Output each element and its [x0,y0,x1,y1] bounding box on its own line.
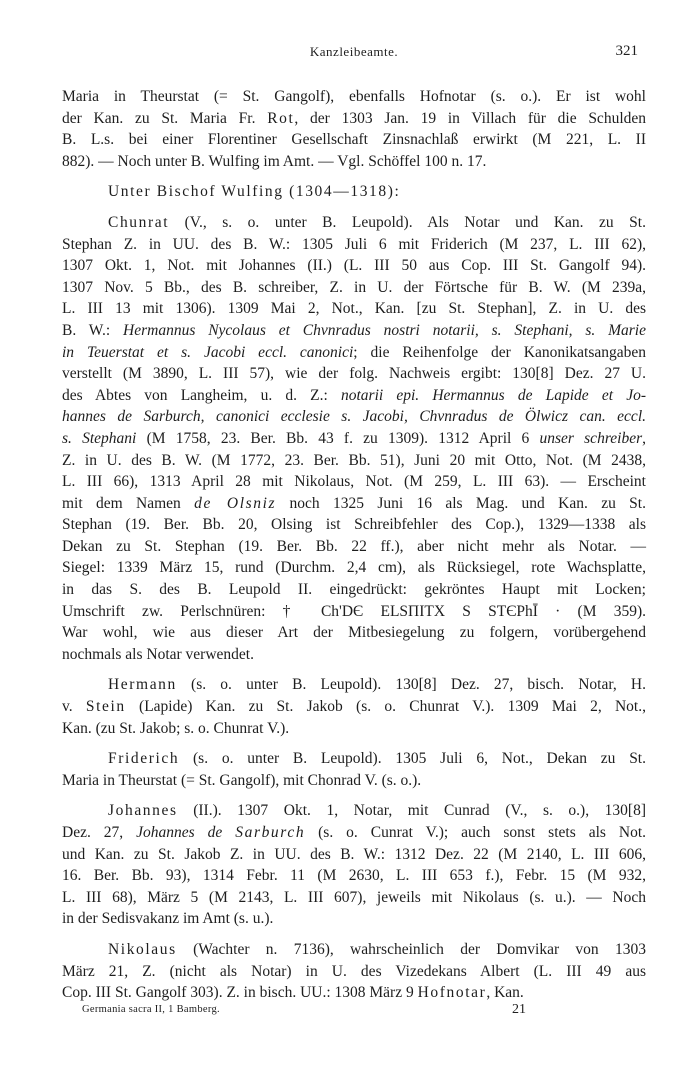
text-line [62,385,646,407]
text-line [62,406,646,428]
spaced-name: Unter Bischof Wulfing (1304—1318): [108,183,401,201]
italic-quote: Johannes de [136,824,236,841]
text-run: des Abtes von Langheim, u. d. Z.: [62,386,341,404]
text-line [62,887,646,909]
paragraph [62,939,646,1004]
italic-quote: unser schreiber [539,429,643,447]
text-run: 16. Ber. Bb. 93), 1314 Febr. 11 (M 2630, L. III 653 f.), Febr. 15 (M 932, [62,867,646,885]
text-line [62,770,646,792]
text-line [62,108,646,130]
text-line [62,844,646,866]
text-run: L. III 66), 1313 April 28 mit Nikolaus, Not. (M 259, L. III 63). — Erscheint [62,473,646,491]
text-run: in das S. des B. Leupold II. eingedrückt: gekröntes Haupt mit Locken; [62,581,646,599]
text-run: und Kan. zu St. Jakob Z. in UU. des B. W.: 1312 Dez. 22 (M 2140, L. III 606, [62,845,646,863]
text-line [62,428,646,450]
italic-quote: notarii epi. Hermannus de Lapide et Jo- [341,386,646,404]
running-title: Kanzleibeamte. [309,44,399,59]
paragraph [62,86,646,172]
text-run: der Kan. zu St. Maria Fr. [62,109,268,127]
text-line [62,514,646,536]
text-line [62,450,646,472]
paragraph [62,748,646,791]
text-line [62,939,646,961]
text-run: (s. o. Cunrat V.); auch sonst stets als Not. [305,824,647,841]
text-line [62,493,646,515]
text-run: Z. in U. des B. W. (M 1772, 23. Ber. Bb. 51), Juni 20 mit Otto, Not. (M 2438, [62,451,646,469]
text-run: (M 1758, 23. Ber. Bb. 43 f. zu 1309). 1312 April 6 [136,429,540,447]
spaced-name: Friderich [108,750,180,768]
italic-quote: s. Stephani [62,429,137,447]
text-run: B. W.: [62,321,124,339]
page-body [62,86,646,1013]
text-run: , Kan. [486,984,524,1002]
text-run: (V., s. o. unter B. Leupold). Als Notar und Kan. zu St. [169,213,646,231]
text-line [62,718,646,740]
italic-quote: Hermannus Nycolaus et Chvnradus nostri notarii, s. Stephani, s. Marie [123,321,646,339]
text-line [62,908,646,930]
text-line [62,255,646,277]
printer-signature: Germania sacra II, 1 Bamberg. [82,1004,220,1015]
text-run: v. [62,698,86,716]
text-run: nochmals als Notar verwendet. [62,645,254,663]
text-run: Umschrift zw. Perlschnüren: † Ch'DЄ ELSΠITΧ S STЄPhĪ · (M 359). [62,602,646,620]
text-line [62,342,646,364]
text-line [62,557,646,579]
text-line [62,151,646,173]
text-run: , der 1303 Jan. 19 in Villach für die Schulden [294,109,647,127]
text-run: Maria in Theurstat (= St. Gangolf), mit Chonrad V. (s. o.). [62,771,422,789]
spaced-name: Chunrat [108,213,170,231]
text-run: War wohl, wie aus dieser Art der Mitbesiegelung zu folgern, vorübergehend [62,624,646,642]
paragraph [62,212,646,665]
text-line [62,982,646,1004]
page-number: 321 [615,43,638,59]
text-line [62,601,646,623]
text-run: März 21, Z. (nicht als Notar) in U. des Vizedekans Albert (L. III 49 aus [62,962,646,980]
text-run: L. III 68), März 5 (M 2143, L. III 607), jeweils mit Nikolaus (s. u.). — Noch [62,888,646,906]
text-run: noch 1325 Juni 16 als Mag. und Kan. zu St. [276,494,646,512]
sheet-number: 21 [512,1002,526,1017]
text-run: in der Sedisvakanz im Amt (s. u.). [62,910,274,928]
text-line [62,579,646,601]
text-line [62,696,646,718]
spaced-name: Stein [85,698,126,716]
text-line [62,961,646,983]
text-run: Dekan zu St. Stephan (19. Ber. Bb. 22 ff.), aber nicht mehr als Notar. — [62,537,646,555]
paragraph [62,181,646,203]
text-run: B. L.s. bei einer Florentiner Gesellschaft Zinsnachlaß erwirkt (M 221, L. II [62,131,646,149]
text-run: (s. o. unter B. Leupold). 130[8] Dez. 27, bisch. Notar, H. [176,676,646,694]
text-line [62,644,646,666]
paragraph [62,674,646,739]
paragraph [62,800,646,930]
text-run: 1307 Okt. 1, Not. mit Johannes (II.) (L. III 50 aus Cop. III St. Gangolf 94). [62,257,646,275]
text-run: 882). — Noch unter B. Wulfing im Amt. — Vgl. Schöffel 100 n. 17. [62,152,487,170]
text-line [62,800,646,822]
text-line [62,181,646,203]
text-line [62,320,646,342]
spaced-name: Nikolaus [108,940,177,958]
italic-quote: hannes de Sarburch, canonici ecclesie s. Jacobi, Chvnradus de Ölwicz can. eccl. [62,408,646,426]
text-line [62,298,646,320]
text-line [62,129,646,151]
text-line [62,277,646,299]
text-line [62,622,646,644]
text-run: Stephan Z. in UU. des B. W.: 1305 Juli 6 mit Friderich (M 237, L. III 62), [62,235,646,253]
text-run: Maria in Theurstat (= St. Gangolf), ebenfalls Hofnotar (s. o.). Er ist wohl [62,88,646,105]
spaced-name: Hermann [108,676,177,694]
text-line [62,363,646,385]
text-run: Cop. III St. Gangolf 303). Z. in bisch. UU.: 1308 März 9 [62,984,418,1002]
text-line [62,234,646,256]
text-run: Stephan (19. Ber. Bb. 20, Olsing ist Schreibfehler des Cop.), 1329—1338 als [62,516,646,534]
text-run: mit dem Namen [62,494,195,512]
text-run: 1307 Nov. 5 Bb., des B. schreiber, Z. in U. der Förtsche für B. W. (M 239a, [62,278,646,296]
page-footer [82,1002,552,1020]
text-run: , [642,429,646,447]
text-run: L. III 13 mit 1306). 1309 Mai 2, Not., Kan. [zu St. Stephan], Z. in U. des [62,300,646,318]
text-run: (s. o. unter B. Leupold). 1305 Juli 6, Not., Dekan zu St. [179,750,646,768]
text-line [62,748,646,770]
text-line [62,86,646,108]
text-line [62,212,646,234]
page-header [62,44,646,66]
text-line [62,536,646,558]
italic-quote: in Teuerstat et s. Jacobi eccl. canonici [62,343,354,361]
text-line [62,865,646,887]
text-run: verstellt (M 3890, L. III 57), wie der folg. Nachweis ergibt: 130[8] Dez. 27 U. [62,365,646,383]
text-run: ; die Reihenfolge der Kanonikatsangaben [353,343,646,361]
spaced-name: de Olsniz [194,494,277,512]
text-run: (Lapide) Kan. zu St. Jakob (s. o. Chunrat V.). 1309 Mai 2, Not., [125,698,646,716]
text-line [62,822,646,844]
text-line [62,471,646,493]
text-run: Kan. (zu St. Jakob; s. o. Chunrat V.). [62,719,290,737]
spaced-name: Hofnotar [417,984,487,1002]
text-run: Siegel: 1339 März 15, rund (Durchm. 2,4 cm), als Rücksiegel, rote Wachsplatte, [62,559,646,577]
spaced-name: Rot [267,109,295,127]
text-run: Dez. 27, [62,824,137,841]
text-run: (II.). 1307 Okt. 1, Notar, mit Cunrad (V., s. o.), 130[8] [177,802,646,820]
spaced-name: Johannes [108,802,178,820]
spaced-name: Sarburch [235,824,306,841]
text-line [62,674,646,696]
text-run: (Wachter n. 7136), wahrscheinlich der Domvikar von 1303 [176,940,646,958]
